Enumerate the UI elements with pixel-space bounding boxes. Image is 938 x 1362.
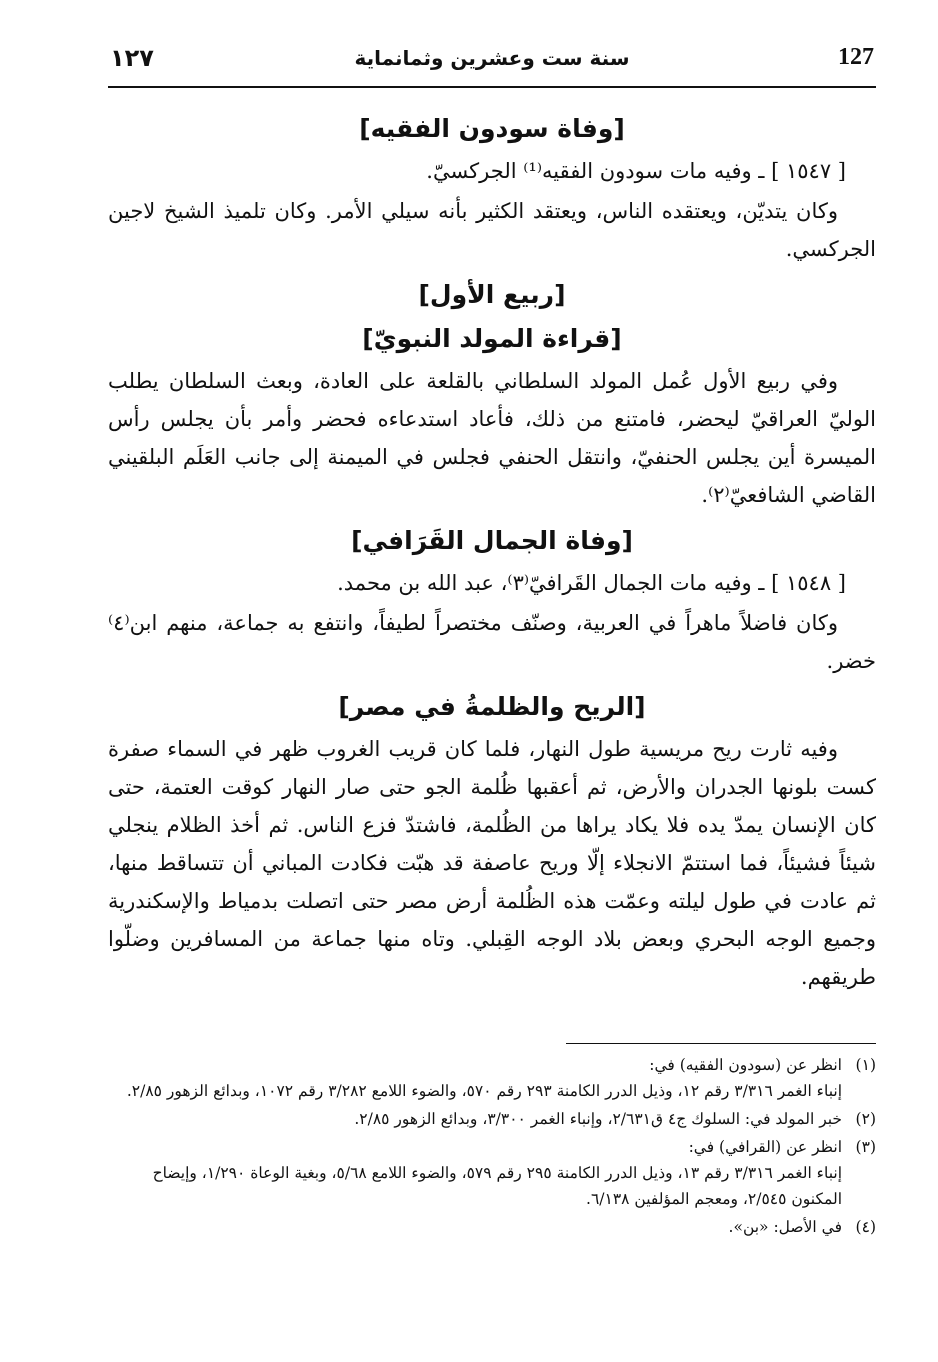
running-title: سنة ست وعشرين وثمانماية <box>354 46 630 70</box>
heading-wind-darkness: [الريح والظلمةُ في مصر] <box>338 692 646 721</box>
footnote-line: إنباء الغمر ٣/٣١٦ رقم ١٢، وذيل الدرر الكامنة ٢٩٣ رقم ٥٧٠، والضوء اللامع ٣/٢٨٢ رقم ١٠٧٢، وبدائع الزهور ٢/٨٥. <box>126 1082 842 1100</box>
footnote-line: في الأصل: «بن». <box>728 1218 842 1236</box>
heading-mawlid-reading: [قراءة المولد النبويّ] <box>362 324 622 353</box>
paragraph-wind-darkness: وفيه ثارت ريح مريسية طول النهار، فلما كان قريب الغروب ظهر في السماء صفرة كست بلونها الجدران والأرض، ثم أعقبها ظُلمة الجو حتى صار النهار كوقت العتمة، حتى كان الإنسان يمدّ يده فلا يكاد يراها من الظُلمة، فاشتدّ فزع الناس. ثم أخذ الظلام ينجلي شيئاً فشيئاً، فما استتمّ الانجلاء إلّا وريح عاصفة قد هبّت فكادت المباني أن تتساقط منها، ثم عادت في طول ليلته وعمّت هذه الظُلمة أرض مصر حتى اتصلت بدمياط والإسكندرية وجميع الوجه البحري وبعض بلاد الوجه القِبلي. وتاه منها جماعة من المسافرين وضلّوا طريقهم. <box>108 737 877 989</box>
footnote-line: إنباء الغمر ٣/٣١٦ رقم ١٣، وذيل الدرر الكامنة ٢٩٥ رقم ٥٧٩، والضوء اللامع ٥/٦٨، وبغية الوعاة ١/٢٩٠، وإيضاح المكنون ٢/٥٤٥، ومعجم المؤلفين ٦/١٣٨. <box>152 1164 842 1208</box>
paragraph-mawlid: وفي ربيع الأول عُمل المولد السلطاني بالقلعة على العادة، وبعث السلطان يطلب الوليّ العراقيّ ليحضر، فامتنع من ذلك، فأعاد استدعاءه فحضر وأمر بأن يجلس رأس الميسرة أين يجلس الحنفيّ، وانتقل الحنفي فجلس في الميمنة إلى جانب العَلَم البلقيني القاضي الشافعيّ⁽٢⁾. <box>108 369 876 507</box>
page-number-latin: 127 <box>838 44 874 70</box>
footnotes <box>108 1052 876 1242</box>
footnote-number: (٢) <box>855 1110 876 1128</box>
footnote-number: (١) <box>855 1056 876 1074</box>
footnote-number: (٣) <box>855 1138 876 1156</box>
footnote-line: خبر المولد في: السلوك ج٤ ق٢/٦٣١، وإنباء الغمر ٣/٣٠٠، وبدائع الزهور ٢/٨٥. <box>354 1110 842 1128</box>
page-number-arabic: ١٢٧ <box>110 44 154 72</box>
heading-death-qarafi: [وفاة الجمال القَرَافي] <box>351 526 633 555</box>
footnote-4 <box>108 1214 876 1240</box>
heading-rabi-al-awwal: [ربيع الأول] <box>418 280 566 309</box>
header-rule <box>108 86 876 88</box>
entry-1547: [ ١٥٤٧ ] ـ وفيه مات سودون الفقيه⁽¹⁾ الجركسيّ. <box>426 159 846 183</box>
footnote-1 <box>108 1052 876 1104</box>
main-text <box>108 96 876 1000</box>
heading-death-sudun: [وفاة سودون الفقيه] <box>359 114 625 143</box>
footnote-line: انظر عن (القرافي) في: <box>688 1138 842 1156</box>
page-header <box>108 38 876 88</box>
footnote-number: (٤) <box>855 1218 876 1236</box>
footnote-2 <box>108 1106 876 1132</box>
paragraph-qarafi-bio: وكان فاضلاً ماهراً في العربية، وصنّف مختصراً لطيفاً، وانتفع به جماعة، منهم ابن⁽٤⁾ خضر. <box>108 611 876 673</box>
footnote-line: انظر عن (سودون الفقيه) في: <box>649 1056 842 1074</box>
footnote-rule <box>566 1043 876 1044</box>
entry-1548: [ ١٥٤٨ ] ـ وفيه مات الجمال القَرافيّ⁽٣⁾، عبد الله بن محمد. <box>337 571 846 595</box>
footnote-3 <box>108 1134 876 1212</box>
paragraph-sudun-bio: وكان يتديّن، ويعتقده الناس، ويعتقد الكثير بأنه سيلي الأمر. وكان تلميذ الشيخ لاجين الجركسي. <box>108 199 876 261</box>
